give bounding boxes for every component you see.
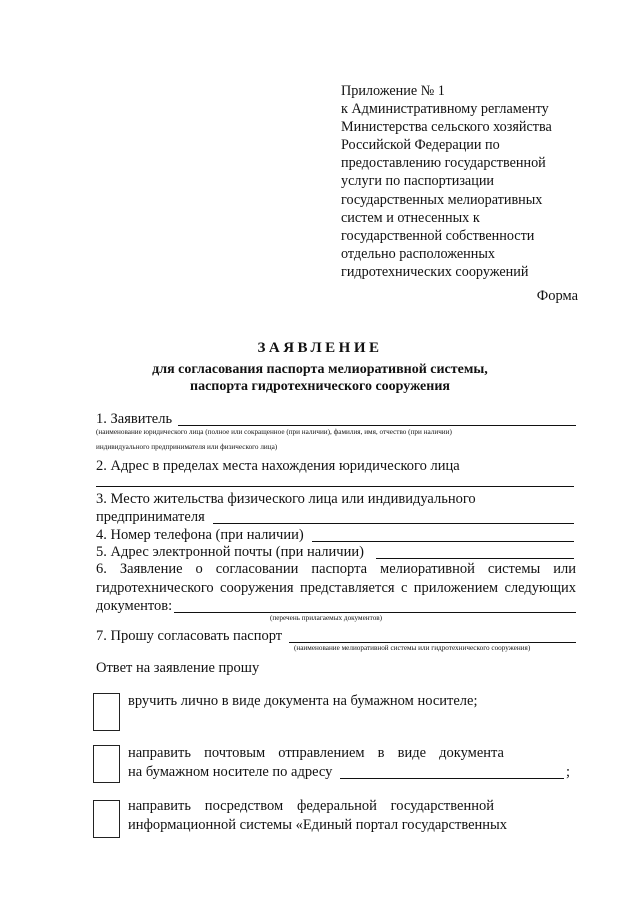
appendix-line: Приложение № 1 [341,83,445,99]
appendix-line: Российской Федерации по [341,137,500,154]
phone-field[interactable] [312,541,574,542]
address-label: 2. Адрес в пределах места нахождения юридического лица [96,458,460,474]
applicant-field[interactable] [178,425,576,426]
appendix-line: к Административному регламенту [341,101,549,118]
email-label: 5. Адрес электронной почты (при наличии) [96,544,364,560]
option-checkbox-mail[interactable] [93,745,120,783]
document-subtitle-2: паспорта гидротехнического сооружения [190,379,450,394]
document-subtitle-1: для согласования паспорта мелиоративной системы, [152,362,488,377]
appendix-line: услуги по паспортизации [341,173,495,190]
statement-line-2: гидротехнического сооружения представляется с приложением следующих [96,580,576,596]
email-field[interactable] [376,558,574,559]
approve-field[interactable] [289,642,576,643]
option-portal-label-2: информационной системы «Единый портал государственных [128,817,508,833]
appendix-line: государственных мелиоративных [341,191,543,208]
statement-line-1: 6. Заявление о согласовании паспорта мелиоративной системы или [96,561,576,577]
appendix-line: систем и отнесенных к [341,209,480,226]
option-checkbox-portal[interactable] [93,800,120,838]
document-title: ЗАЯВЛЕНИЕ [257,340,383,356]
appendix-line: гидротехнических сооружений [341,263,529,280]
approve-label: 7. Прошу согласовать паспорт [96,628,283,644]
option-checkbox-personal[interactable] [93,693,120,731]
appendix-line: отдельно расположенных [341,245,495,262]
option-mail-label-2: на бумажном носителе по адресу [128,764,333,780]
form-label: Форма [536,288,578,304]
documents-field[interactable] [174,612,576,613]
phone-label: 4. Номер телефона (при наличии) [96,527,304,543]
option-mail-end: ; [566,764,571,780]
applicant-hint-1: (наименование юридического лица (полное или сокращенное (при наличии), фамилия, имя, отчество (при наличии) [96,428,452,436]
residence-field[interactable] [213,523,574,524]
appendix-line: Министерства сельского хозяйства [341,119,552,136]
statement-line-3: документов: [96,598,173,614]
residence-label-1: 3. Место жительства физического лица или индивидуального [96,491,476,507]
applicant-hint-2: индивидуального предпринимателя или физического лица) [96,443,278,451]
address-field[interactable] [96,486,574,487]
option-mail-label-1: направить почтовым отправлением в виде документа [128,745,504,761]
appendix-line: предоставлению государственной [341,155,546,172]
response-label: Ответ на заявление прошу [96,660,260,676]
option-personal-label: вручить лично в виде документа на бумажном носителе; [128,693,478,709]
appendix-block [341,82,552,281]
option-portal-label-1: направить посредством федеральной государственной [128,798,494,814]
approve-hint: (наименование мелиоративной системы или гидротехнического сооружения) [294,644,531,652]
documents-hint: (перечень прилагаемых документов) [270,614,383,622]
applicant-label: 1. Заявитель [96,411,173,427]
appendix-line: государственной собственности [341,227,535,244]
residence-label-2: предпринимателя [96,509,205,525]
mail-address-field[interactable] [340,778,564,779]
